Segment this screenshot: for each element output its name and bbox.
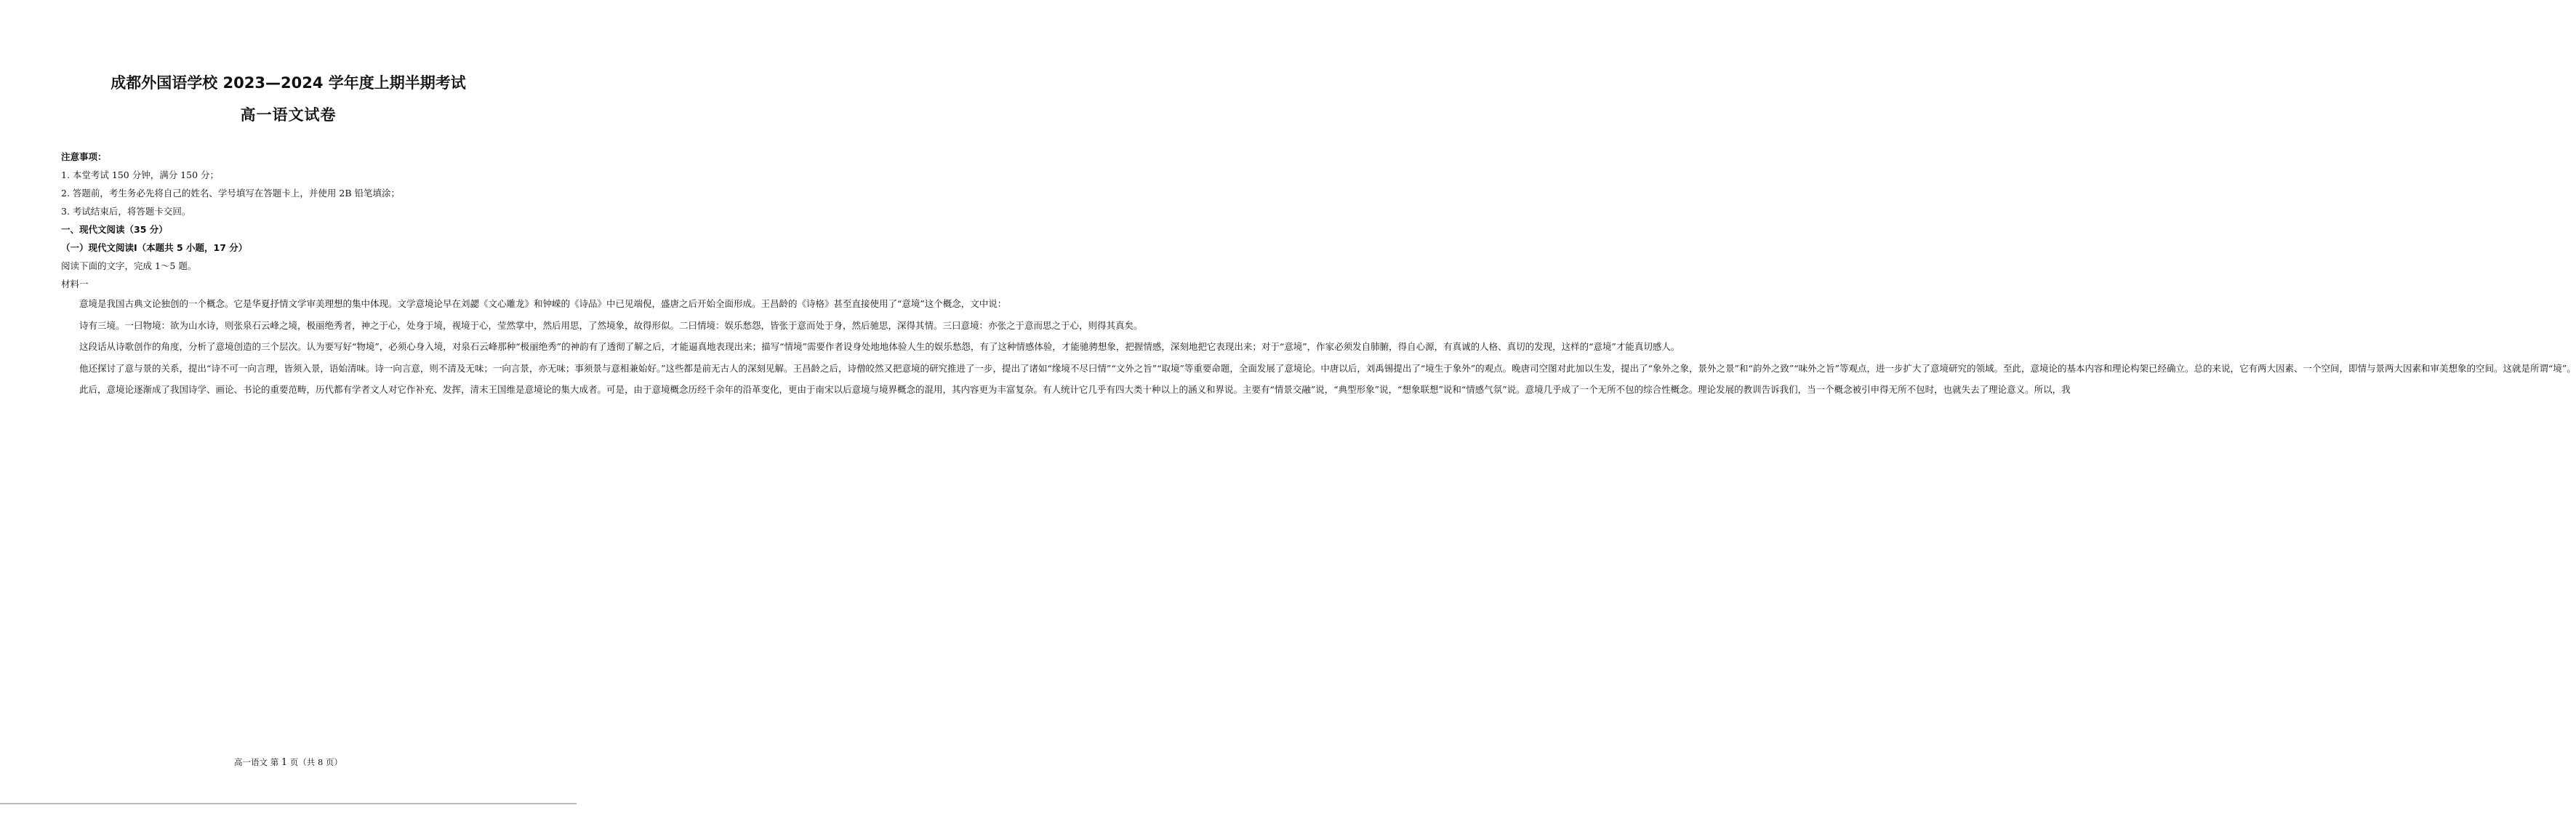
notice-heading: 注意事项： — [61, 151, 107, 162]
passage-paragraph-1: 意境是我国古典文论独创的一个概念。它是华夏抒情文学审美理想的集中体现。文学意境论早在刘勰《文心雕龙》和钟嵘的《诗品》中已见端倪，盛唐之后开始全面形成。王昌龄的《诗格》甚至直接使用了“意境”这个概念，文中说： — [79, 298, 1007, 309]
subsection-heading: （一）现代文阅读Ⅰ（本题共 5 小题，17 分） — [61, 242, 248, 253]
exam-title: 成都外国语学校 2023—2024 学年度上期半期考试 — [111, 74, 466, 92]
instruction-text: 阅读下面的文字，完成 1～5 题。 — [61, 260, 197, 271]
footer-suffix: 页（共 8 页） — [289, 757, 342, 767]
section-heading: 一、现代文阅读（35 分） — [61, 224, 168, 235]
page-footer — [0, 756, 577, 769]
footer-page-number: 1 — [281, 757, 288, 768]
passage-paragraph-5: 此后，意境论逐渐成了我国诗学、画论、书论的重要范畴，历代都有学者文人对它作补充、发挥，清末王国维是意境论的集大成者。可是，由于意境概念历经千余年的沿革变化，更由于南宋以后意境与境界概念的混用，其内容更为丰富复杂。有人统计它几乎有四大类十种以上的涵义和界说。主要有“情景交融”说，“典型形象”说，“想象联想”说和“情感气氛”说。意境几乎成了一个无所不包的综合性概念。理论发展的教训告诉我们，当一个概念被引申得无所不包时，也就失去了理论意义。所以，我 — [79, 384, 2071, 395]
passage-paragraph-3: 这段话从诗歌创作的角度，分析了意境创造的三个层次。认为要写好“物境”，必须心身入境，对泉石云峰那种“极丽绝秀”的神韵有了透彻了解之后，才能逼真地表现出来；描写“情境”需要作者设身处地地体验人生的娱乐愁怨，有了这种情感体验，才能驰骋想象，把握情感，深刻地把它表现出来；对于“意境”，作家必须发自肺腑，得自心源，有真诚的人格、真切的发现，这样的“意境”才能真切感人。 — [79, 341, 1680, 352]
passage-paragraph-4: 他还探讨了意与景的关系，提出“诗不可一向言理，皆须入景，语始清味。诗一向言意，则不清及无味；一向言景，亦无味；事须景与意相兼始好。”这些都是前无古人的深刻见解。王昌龄之后，诗僧皎然又把意境的研究推进了一步，提出了诸如“缘境不尽曰情”“文外之旨”“取境”等重要命题，全面发展了意境论。中唐以后，刘禹锡提出了“境生于象外”的观点。晚唐司空图对此加以生发，提出了“象外之象，景外之景”和“韵外之致”“味外之旨”等观点，进一步扩大了意境研究的领域。至此，意境论的基本内容和理论构架已经确立。总的来说，它有两大因素、一个空间，即情与景两大因素和审美想象的空间。这就是所谓“境”。 — [79, 362, 2576, 374]
notice-item-3: 3. 考试结束后，将答题卡交回。 — [61, 206, 191, 217]
bottom-divider — [0, 803, 577, 804]
material-label: 材料一 — [61, 279, 89, 289]
passage-quote-paragraph: 诗有三境。一曰物境：欲为山水诗，则张泉石云峰之境，极丽绝秀者，神之于心，处身于境，视境于心，莹然掌中，然后用思，了然境象，故得形似。二曰情境：娱乐愁怨，皆张于意而处于身，然后驰思，深得其情。三曰意境：亦张之于意而思之于心，则得其真矣。 — [79, 319, 1143, 331]
footer-prefix: 高一语文 第 — [234, 757, 279, 767]
exam-subtitle: 高一语文试卷 — [240, 106, 337, 124]
notice-item-2: 2. 答题前，考生务必先将自己的姓名、学号填写在答题卡上，并使用 2B 铅笔填涂； — [61, 188, 400, 199]
page-body — [61, 148, 2576, 401]
notice-item-1: 1. 本堂考试 150 分钟，满分 150 分； — [61, 169, 220, 180]
